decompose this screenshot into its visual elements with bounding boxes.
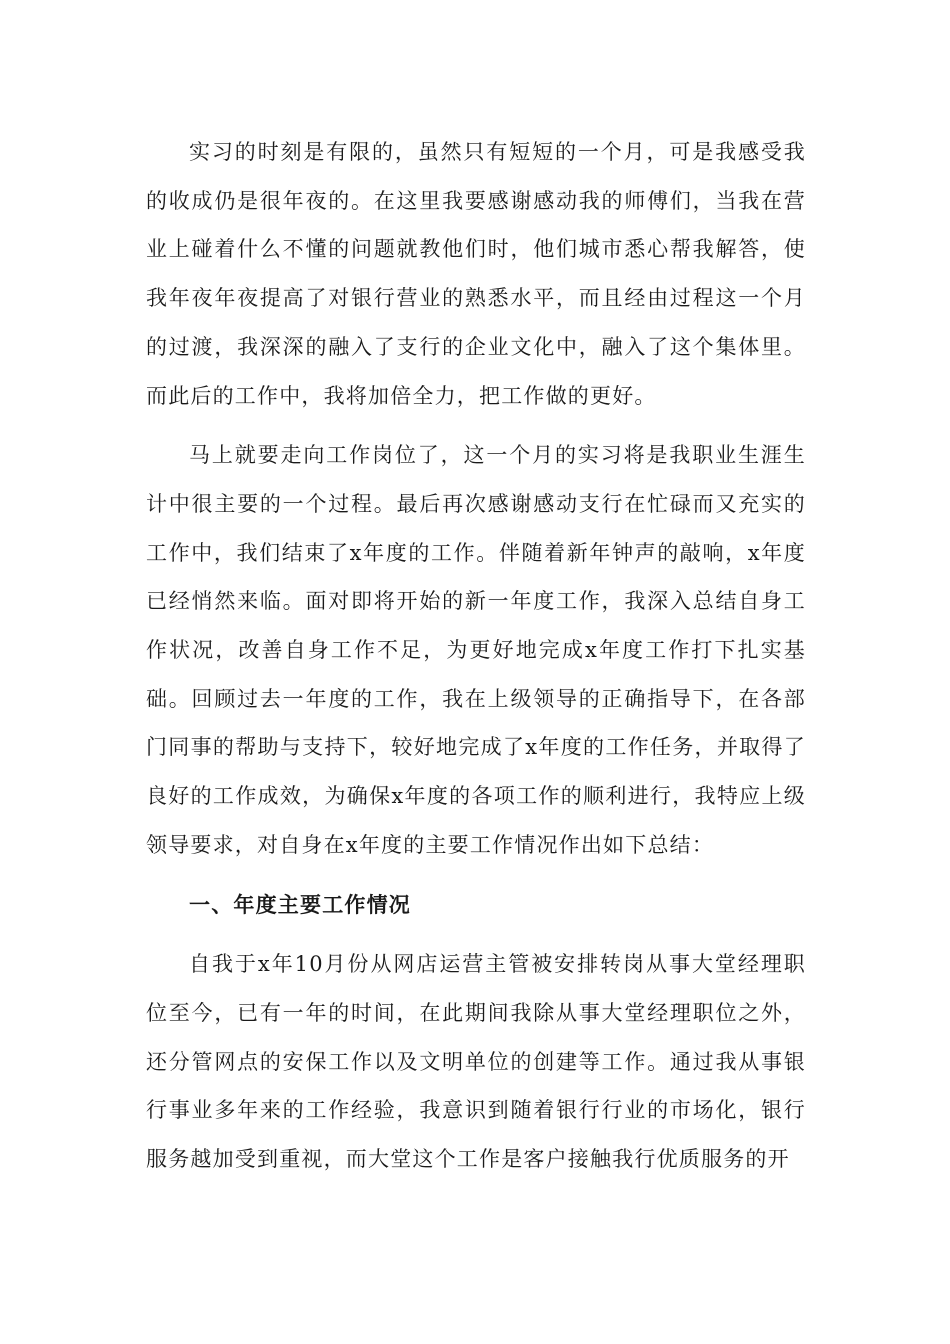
body-paragraph: 实习的时刻是有限的，虽然只有短短的一个月，可是我感受我的收成仍是很年夜的。在这里我要感谢感动我的师傅们，当我在营业上碰着什么不懂的问题就教他们时，他们城市悉心帮我解答，使我年夜年夜提高了对银行营业的熟悉水平，而且经由过程这一个月的过渡，我深深的融入了支行的企业文化中，融入了这个集体里。而此后的工作中，我将加倍全力，把工作做的更好。 [146,140,806,408]
section-heading: 一、年度主要工作情况 [189,891,411,917]
body-paragraph: 马上就要走向工作岗位了，这一个月的实习将是我职业生涯生计中很主要的一个过程。最后再次感谢感动支行在忙碌而又充实的工作中，我们结束了x年度的工作。伴随着新年钟声的敲响，x年度已经悄然来临。面对即将开始的新一年度工作，我深入总结自身工作状况，改善自身工作不足，为更好地完成x年度工作打下扎实基础。回顾过去一年度的工作，我在上级领导的正确指导下，在各部门同事的帮助与支持下，较好地完成了x年度的工作任务，并取得了良好的工作成效，为确保x年度的各项工作的顺利进行，我特应上级领导要求，对自身在x年度的主要工作情况作出如下总结： [146,443,806,857]
document-body [146,128,806,1195]
body-paragraph: 自我于x年10月份从网店运营主管被安排转岗从事大堂经理职位至今，已有一年的时间，在此期间我除从事大堂经理职位之外，还分管网点的安保工作以及文明单位的创建等工作。通过我从事银行事业多年来的工作经验，我意识到随着银行行业的市场化，银行服务越加受到重视，而大堂这个工作是客户接触我行优质服务的开 [146,952,806,1172]
